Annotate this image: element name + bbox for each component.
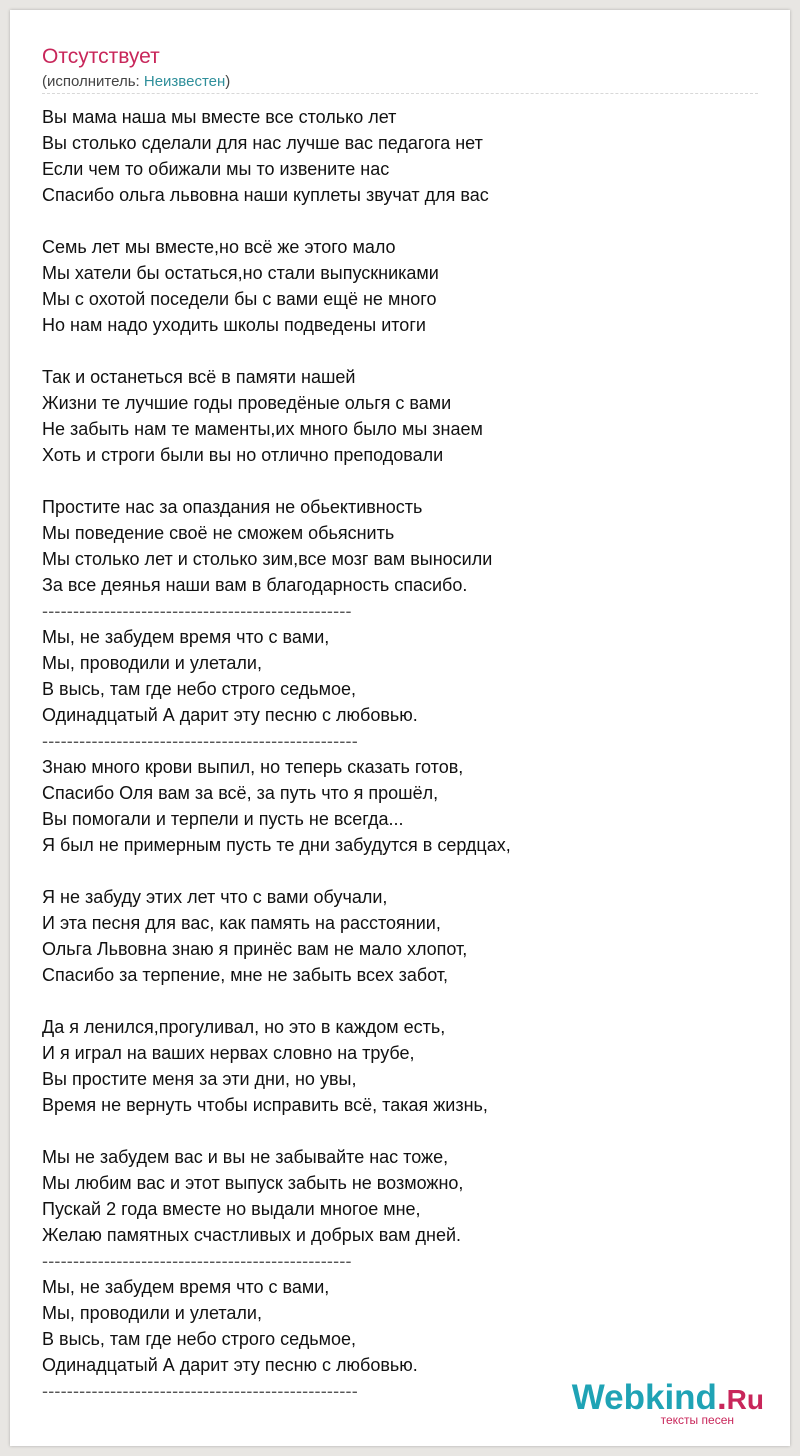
lyrics-line: Одинадцатый А дарит эту песню с любовью.: [42, 1355, 418, 1375]
logo-tagline: тексты песен: [660, 1413, 734, 1427]
lyrics-line: И я играл на ваших нервах словно на трубе,: [42, 1043, 415, 1063]
lyrics-text: [42, 104, 511, 1404]
lyrics-card: [10, 10, 790, 1446]
lyrics-line: Мы, проводили и улетали,: [42, 1303, 262, 1323]
lyrics-line: Жизни те лучшие годы проведёные ольгя с вами: [42, 393, 452, 413]
lyrics-separator: --------------------------------------------------: [42, 601, 352, 621]
lyrics-line: Но нам надо уходить школы подведены итоги: [42, 315, 426, 335]
lyrics-line: Спасибо за терпение, мне не забыть всех забот,: [42, 965, 449, 985]
artist-line: [42, 73, 230, 91]
lyrics-line: Спасибо Оля вам за всё, за путь что я прошёл,: [42, 783, 439, 803]
artist-prefix: (исполнитель:: [42, 73, 144, 90]
header-divider: [42, 93, 758, 94]
lyrics-line: Мы, не забудем время что с вами,: [42, 627, 330, 647]
lyrics-line: В высь, там где небо строго седьмое,: [42, 1329, 356, 1349]
lyrics-line: Если чем то обижали мы то извените нас: [42, 159, 390, 179]
lyrics-line: Так и останеться всё в памяти нашей: [42, 367, 356, 387]
stanza-break: [42, 468, 511, 494]
artist-link[interactable]: Неизвестен: [143, 73, 226, 90]
lyrics-line: Мы хатели бы остаться,но стали выпускниками: [42, 263, 439, 283]
lyrics-line: Спасибо ольга львовна наши куплеты звучат для вас: [42, 185, 489, 205]
lyrics-line: Хоть и строги были вы но отлично преподовали: [42, 445, 444, 465]
lyrics-separator: ---------------------------------------------------: [42, 1381, 358, 1401]
lyrics-line: Не забыть нам те маменты,их много было мы знаем: [42, 419, 483, 439]
lyrics-line: Вы столько сделали для нас лучше вас педагога нет: [42, 133, 483, 153]
lyrics-line: Семь лет мы вместе,но всё же этого мало: [42, 237, 396, 257]
lyrics-line: Да я ленился,прогуливал, но это в каждом есть,: [42, 1017, 446, 1037]
lyrics-line: Мы столько лет и столько зим,все мозг вам выносили: [42, 549, 493, 569]
lyrics-line: Мы, не забудем время что с вами,: [42, 1277, 330, 1297]
logo-tld: Ru: [726, 1384, 764, 1415]
lyrics-line: Мы, проводили и улетали,: [42, 653, 262, 673]
stanza-break: [42, 858, 511, 884]
lyrics-line: И эта песня для вас, как память на расстоянии,: [42, 913, 441, 933]
song-title: Отсутствует: [42, 45, 160, 68]
logo-dot: .: [716, 1378, 727, 1417]
lyrics-line: Ольга Львовна знаю я принёс вам не мало хлопот,: [42, 939, 468, 959]
lyrics-line: Вы простите меня за эти дни, но увы,: [42, 1069, 357, 1089]
lyrics-line: Простите нас за опаздания не обьективность: [42, 497, 423, 517]
lyrics-line: Знаю много крови выпил, но теперь сказать готов,: [42, 757, 464, 777]
lyrics-line: Вы помогали и терпели и пусть не всегда...: [42, 809, 404, 829]
lyrics-line: В высь, там где небо строго седьмое,: [42, 679, 356, 699]
lyrics-line: Я был не примерным пусть те дни забудутся в сердцах,: [42, 835, 511, 855]
lyrics-line: Я не забуду этих лет что с вами обучали,: [42, 887, 388, 907]
lyrics-separator: --------------------------------------------------: [42, 1251, 352, 1271]
lyrics-line: За все деянья наши вам в благодарность спасибо.: [42, 575, 468, 595]
stanza-break: [42, 988, 511, 1014]
lyrics-separator: ---------------------------------------------------: [42, 731, 358, 751]
site-logo[interactable]: [572, 1380, 764, 1426]
lyrics-line: Мы не забудем вас и вы не забывайте нас тоже,: [42, 1147, 449, 1167]
lyrics-line: Одинадцатый А дарит эту песню с любовью.: [42, 705, 418, 725]
stanza-break: [42, 208, 511, 234]
lyrics-line: Пускай 2 года вместе но выдали многое мне,: [42, 1199, 421, 1219]
artist-suffix: ): [225, 73, 231, 90]
lyrics-line: Желаю памятных счастливых и добрых вам дней.: [42, 1225, 462, 1245]
lyrics-line: Вы мама наша мы вместе все столько лет: [42, 107, 397, 127]
lyrics-line: Мы с охотой поседели бы с вами ещё не много: [42, 289, 437, 309]
lyrics-line: Мы любим вас и этот выпуск забыть не возможно,: [42, 1173, 464, 1193]
lyrics-line: Мы поведение своё не сможем обьяснить: [42, 523, 395, 543]
stanza-break: [42, 1118, 511, 1144]
logo-name: Webkind: [571, 1378, 717, 1417]
lyrics-line: Время не вернуть чтобы исправить всё, такая жизнь,: [42, 1095, 488, 1115]
stanza-break: [42, 338, 511, 364]
